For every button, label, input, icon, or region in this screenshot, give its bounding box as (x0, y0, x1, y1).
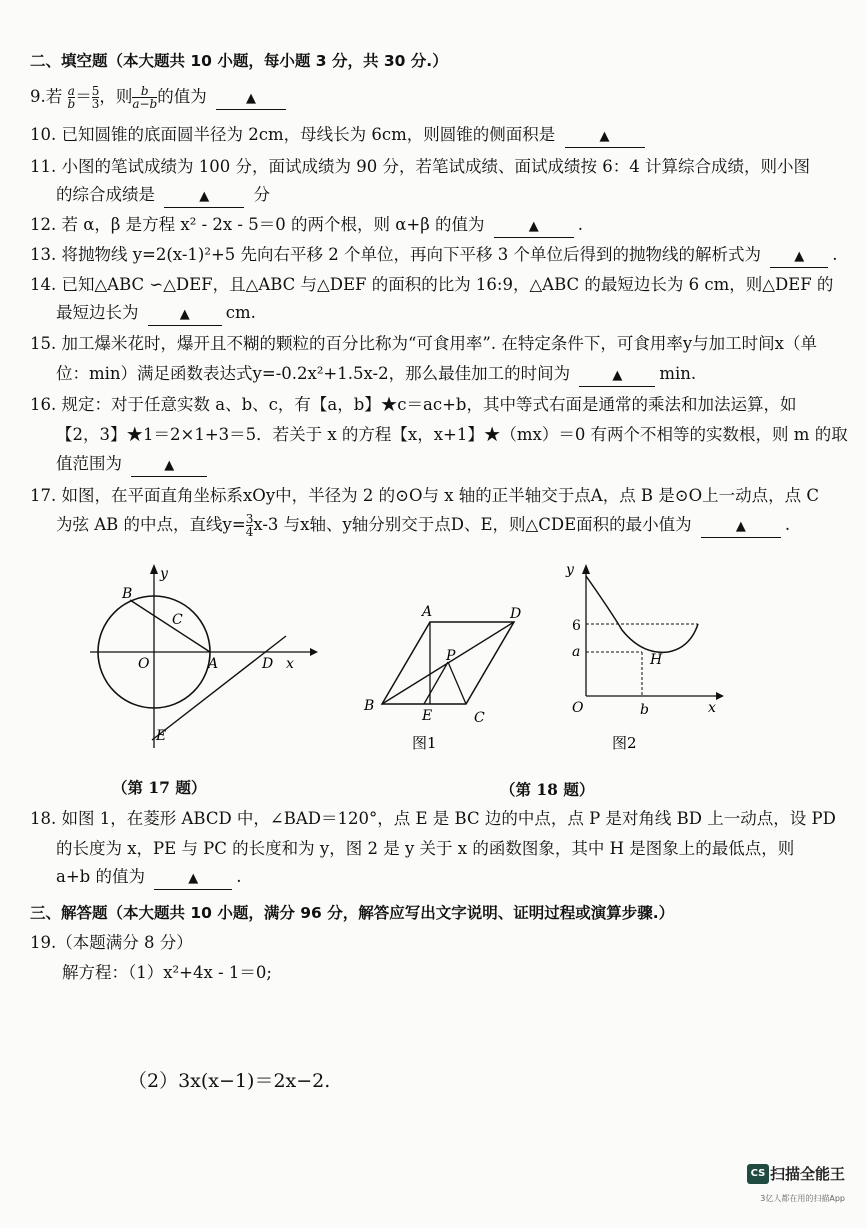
camscanner-badge-icon: CS (747, 1164, 769, 1184)
q17-text-b: 为弦 AB 的中点，直线y= (56, 515, 246, 534)
q17-text-c: x-3 与x轴、y轴分别交于点D、E，则△CDE面积的最小值为 (253, 515, 692, 534)
q9-text-c: 的值为 (157, 87, 207, 106)
answer-blank[interactable] (770, 245, 828, 268)
label-e: E (156, 728, 167, 744)
question-12 (30, 212, 839, 238)
label-a: a (572, 644, 581, 660)
question-18-cont: 的长度为 x，PE 与 PC 的长度和为 y，图 2 是 y 关于 x 的函数图象，其中 H 是图象上的最低点，则 (56, 839, 795, 858)
triangle-icon: ▲ (528, 219, 539, 234)
label-a: A (422, 604, 433, 620)
section-3-title: 三、解答题（本大题共 10 小题，满分 96 分，解答应写出文字说明、证明过程或演算步骤.） (30, 904, 675, 922)
answer-blank[interactable] (216, 87, 286, 110)
label-x: x (286, 656, 294, 672)
frac-den: a−b (132, 97, 158, 111)
triangle-icon: ▲ (199, 189, 210, 204)
q15-text-c: min. (659, 364, 697, 383)
label-y: y (566, 562, 574, 578)
q19-header: 19.（本题满分 8 分） (30, 933, 193, 952)
q17-end: . (784, 515, 791, 534)
triangle-icon: ▲ (735, 519, 746, 534)
question-10 (30, 122, 839, 148)
question-13 (30, 242, 839, 268)
label-c: C (172, 612, 183, 628)
segment-pc (448, 662, 466, 704)
question-15: 15. 加工爆米花时，爆开且不糊的颗粒的百分比称为“可食用率”. 在特定条件下，可食用率y与加工时间x（单 (30, 334, 817, 353)
segment-pe (424, 662, 448, 704)
question-16-cont2 (56, 451, 839, 477)
caption-q18: （第 18 题） (500, 780, 595, 799)
camscanner-name: 扫描全能王 (769, 1165, 845, 1183)
y-axis-arrow-icon (150, 564, 158, 574)
answer-blank[interactable] (579, 364, 655, 387)
frac-num: b (132, 85, 157, 98)
label-b: B (122, 586, 133, 602)
figure-17-circle-diagram (80, 558, 320, 758)
answer-blank[interactable] (565, 125, 645, 148)
q12-text: 12. 若 α，β 是方程 x² - 2x - 5＝0 的两个根，则 α+β 的值为 (30, 215, 485, 234)
triangle-icon: ▲ (794, 249, 805, 264)
label-p: P (446, 648, 456, 664)
q15-text-b: 位：min）满足函数表达式y=-0.2x²+1.5x-2，那么最佳加工的时间为 (56, 364, 571, 383)
triangle-icon: ▲ (599, 129, 610, 144)
q12-end: . (577, 215, 583, 234)
answer-blank[interactable] (154, 867, 232, 890)
frac-num: a (67, 84, 75, 98)
question-16-cont: 【2，3】★1＝2×1+3＝5．若关于 x 的方程【x，x+1】★（mx）＝0 有两个不相等的实数根，则 m 的取 (56, 425, 848, 444)
question-9 (30, 84, 839, 114)
question-14: 14. 已知△ABC ∽△DEF，且△ABC 与△DEF 的面积的比为 16:9，△ABC 的最短边长为 6 cm，则△DEF 的 (30, 275, 834, 294)
triangle-icon: ▲ (188, 871, 199, 886)
q13-end: . (832, 245, 838, 264)
question-18-cont2 (56, 864, 839, 890)
label-d: D (510, 606, 522, 622)
figure-2-label: 图2 (612, 734, 637, 752)
frac-den: 4 (245, 525, 254, 539)
answer-blank[interactable] (701, 515, 781, 538)
triangle-icon: ▲ (164, 458, 175, 473)
q11-text-b: 的综合成绩是 (56, 185, 155, 204)
label-a: A (208, 656, 219, 672)
answer-blank[interactable] (148, 303, 222, 326)
q14-text-b: 最短边长为 (56, 303, 139, 322)
label-y: y (160, 566, 168, 582)
frac-den: b (67, 97, 76, 111)
question-15-cont (56, 361, 839, 387)
question-17-cont (56, 512, 839, 544)
label-d: D (262, 656, 274, 672)
label-x: x (708, 700, 716, 716)
triangle-icon: ▲ (245, 91, 256, 106)
label-o: O (572, 700, 584, 716)
fraction-b-over-a-minus-b (132, 85, 157, 110)
x-axis-arrow-icon (310, 648, 318, 656)
figure-1-label: 图1 (412, 734, 437, 752)
question-18: 18. 如图 1，在菱形 ABCD 中，∠BAD＝120°，点 E 是 BC 边的中点，点 P 是对角线 BD 上一动点，设 PD (30, 809, 836, 828)
q10-text: 10. 已知圆锥的底面圆半径为 2cm，母线长为 6cm，则圆锥的侧面积是 (30, 125, 556, 144)
label-e: E (422, 708, 433, 724)
y-axis-arrow-icon (582, 564, 590, 574)
q9-text-b: ，则 (99, 87, 133, 106)
frac-num: 5 (91, 84, 100, 98)
answer-blank[interactable] (131, 454, 207, 477)
caption-q17: （第 17 题） (112, 778, 207, 797)
camscanner-tagline: 3亿人都在用的扫描App (760, 1194, 845, 1203)
answer-blank[interactable] (494, 215, 574, 238)
question-11-cont (56, 182, 839, 208)
q18-end: . (236, 867, 242, 886)
x-axis-arrow-icon (716, 692, 724, 700)
q9-text-a: 9.若 (30, 87, 63, 106)
q16-text-c: 值范围为 (56, 454, 122, 473)
label-h: H (650, 652, 663, 668)
q18-text-c: a+b 的值为 (56, 867, 145, 886)
section-2-title: 二、填空题（本大题共 10 小题，每小题 3 分，共 30 分.） (30, 52, 448, 70)
frac-den: 3 (91, 97, 100, 111)
q19-equation-1: 解方程：（1）x²+4x - 1＝0; (62, 963, 272, 982)
chord-ab (130, 600, 210, 652)
triangle-icon: ▲ (179, 307, 190, 322)
label-o: O (138, 656, 150, 672)
q19-equation-2: （2）3x(x−1)＝2x−2. (128, 1070, 331, 1092)
label-b: B (364, 698, 375, 714)
label-c: C (474, 710, 485, 726)
triangle-icon: ▲ (612, 368, 623, 383)
answer-blank[interactable] (164, 185, 244, 208)
q14-text-c: cm. (225, 303, 256, 322)
label-six: 6 (572, 618, 581, 634)
label-b: b (640, 702, 649, 718)
question-11: 11. 小图的笔试成绩为 100 分，面试成绩为 90 分，若笔试成绩、面试成绩按 6：4 计算综合成绩，则小图 (30, 157, 810, 176)
q11-text-c: 分 (253, 185, 270, 204)
frac-num: 3 (245, 512, 254, 526)
q13-text: 13. 将抛物线 y=2(x-1)²+5 先向右平移 2 个单位，再向下平移 3 个单位后得到的抛物线的解析式为 (30, 245, 761, 264)
figure-1-rhombus (352, 596, 552, 756)
question-14-cont (56, 300, 839, 326)
question-16: 16. 规定：对于任意实数 a、b、c，有【a，b】★c＝ac+b，其中等式右面是通常的乘法和加法运算，如 (30, 395, 797, 414)
question-17: 17. 如图，在平面直角坐标系xOy中，半径为 2 的⊙O与 x 轴的正半轴交于点A，点 B 是⊙O上一动点，点 C (30, 486, 820, 505)
figure-2-graph (560, 560, 730, 756)
function-curve (586, 576, 698, 652)
equals-sign: ＝ (75, 87, 92, 106)
